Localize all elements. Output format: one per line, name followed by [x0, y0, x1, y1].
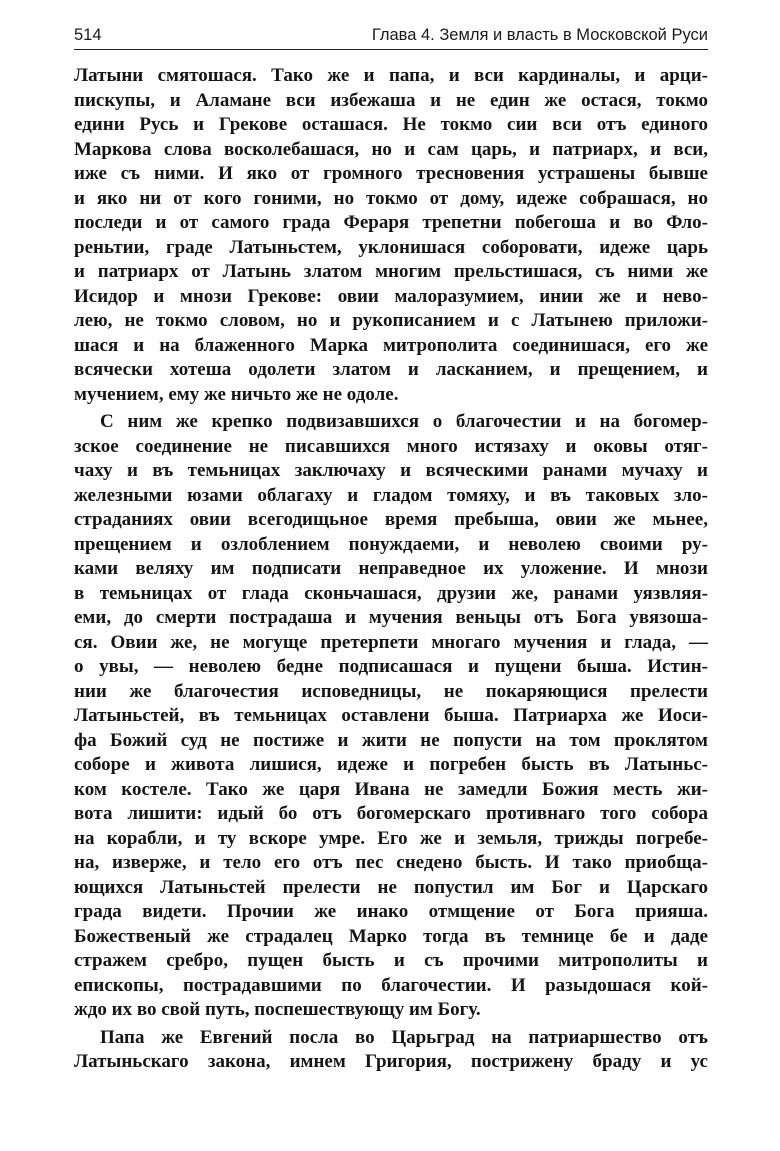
header-rule [74, 49, 708, 50]
text-line: ками веляху им подписати неправедное их уложение. И мнози [74, 558, 708, 579]
text-line: всячески хотеша одолети златом и ласканием, и прещением, и [74, 359, 708, 380]
text-line: Латыньстей, въ темьницах оставлени быша. Патриарха же Иоси- [74, 705, 708, 726]
page-number: 514 [74, 26, 102, 44]
running-title: Глава 4. Земля и власть в Московской Руси [371, 26, 708, 44]
text-line: ждо их во свой путь, поспешествующу им Богу. [74, 999, 481, 1020]
text-line: града видети. Прочии же инако отмщение от Бога прияша. [74, 901, 708, 922]
text-line: соборе и живота лишися, идеже и погребен бысть въ Латыньс- [74, 754, 708, 775]
text-line: Папа же Евгений посла во Царьград на патриаршество отъ [100, 1026, 708, 1048]
text-line: ком костеле. Тако же царя Ивана не замедли Божия месть жи- [74, 778, 708, 800]
text-line: страданиях овии всегодищьное время пребыша, овии же мьнее, [74, 509, 708, 530]
text-line: Исидор и мнози Грекове: овии малоразумием, инии же и нево- [74, 285, 708, 307]
text-line: нии же благочестия исповедницы, не покаряющися прелести [74, 680, 708, 702]
text-line: Маркова слова восколебашася, но и сам царь, и патриарх, и вси, [74, 138, 708, 160]
text-line: и патриарх от Латынь златом многим прельстишася, съ ними же [74, 261, 708, 282]
text-line: вота лишити: идый бо отъ богомерскаго противнаго того собора [74, 803, 708, 824]
text-line: и яко ни от кого гоними, но токмо от дому, идеже собрашася, но [74, 187, 708, 209]
paragraph [74, 64, 708, 407]
text-line: зское соединение не писавшихся много истязаху и оковы отяг- [74, 435, 708, 457]
text-line: последи и от самого града Фераря трепетни побегоша и во Фло- [74, 212, 708, 233]
text-line: мучением, ему же ничьто же не одоле. [74, 383, 399, 405]
paragraph [74, 1026, 708, 1075]
text-line: шася и на блаженного Марка митрополита соединишася, его же [74, 334, 708, 356]
text-line: С ним же крепко подвизавшихся о благочестии и на богомер- [100, 411, 708, 432]
text-line: реньтии, граде Латыньстем, уклонишася соборовати, идеже царь [74, 236, 708, 258]
text-line: на корабли, и ту вскоре умре. Его же и земьля, трижды погребе- [74, 827, 708, 849]
text-line: Латыни смятошася. Тако же и папа, и вси кардиналы, и арци- [74, 65, 708, 86]
running-head [74, 22, 708, 48]
text-line: чаху и въ темьницах заключаху и всяческими ранами мучаху и [74, 460, 708, 481]
text-line: прещением и озлоблением понуждаеми, и неволею своими ру- [74, 533, 708, 555]
text-line: фа Божий суд не постиже и жити не попусти на том проклятом [74, 729, 708, 751]
text-line: пискупы, и Аламане вси избежаша и не един же остася, токмо [74, 89, 708, 111]
text-line: стражем сребро, пущен бысть и съ прочими митрополиты и [74, 950, 708, 971]
text-line: Божественый же страдалец Марко тогда въ темнице бе и даде [74, 925, 708, 947]
text-line: ся. Овии же, не могуще претерпети многаго мучения и глада, — [74, 631, 708, 653]
body-text [74, 64, 708, 1075]
text-line: железными юзами облагаху и гладом томяху, и въ таковых зло- [74, 484, 708, 506]
text-line: лею, не токмо словом, но и рукописанием и с Латынею приложи- [74, 310, 708, 331]
text-line: иже съ ними. И яко от громного тресновения устрашены бывше [74, 163, 708, 184]
text-line: на, изверже, и тело его отъ пес снедено бысть. И тако приобща- [74, 852, 708, 873]
text-line: в темьницах от глада сконьчашася, друзии же, ранами уязвляя- [74, 582, 708, 604]
text-line: едини Русь и Грекове осташася. Не токмо сии вси отъ единого [74, 114, 708, 135]
text-line: ющихся Латыньстей прелести не попустил им Бог и Царскаго [74, 876, 708, 898]
paragraph [74, 410, 708, 1023]
text-line: епископы, пострадавшими по благочестии. И разыдошася кой- [74, 974, 708, 996]
text-line: о увы, — неволею бедне подписашася и пущени быша. Истин- [74, 656, 708, 677]
text-line: Латыньскаго закона, имнем Григория, пострижену браду и ус [74, 1051, 708, 1072]
text-line: еми, до смерти пострадаша и мучения веньцы отъ Бога увязоша- [74, 607, 708, 628]
